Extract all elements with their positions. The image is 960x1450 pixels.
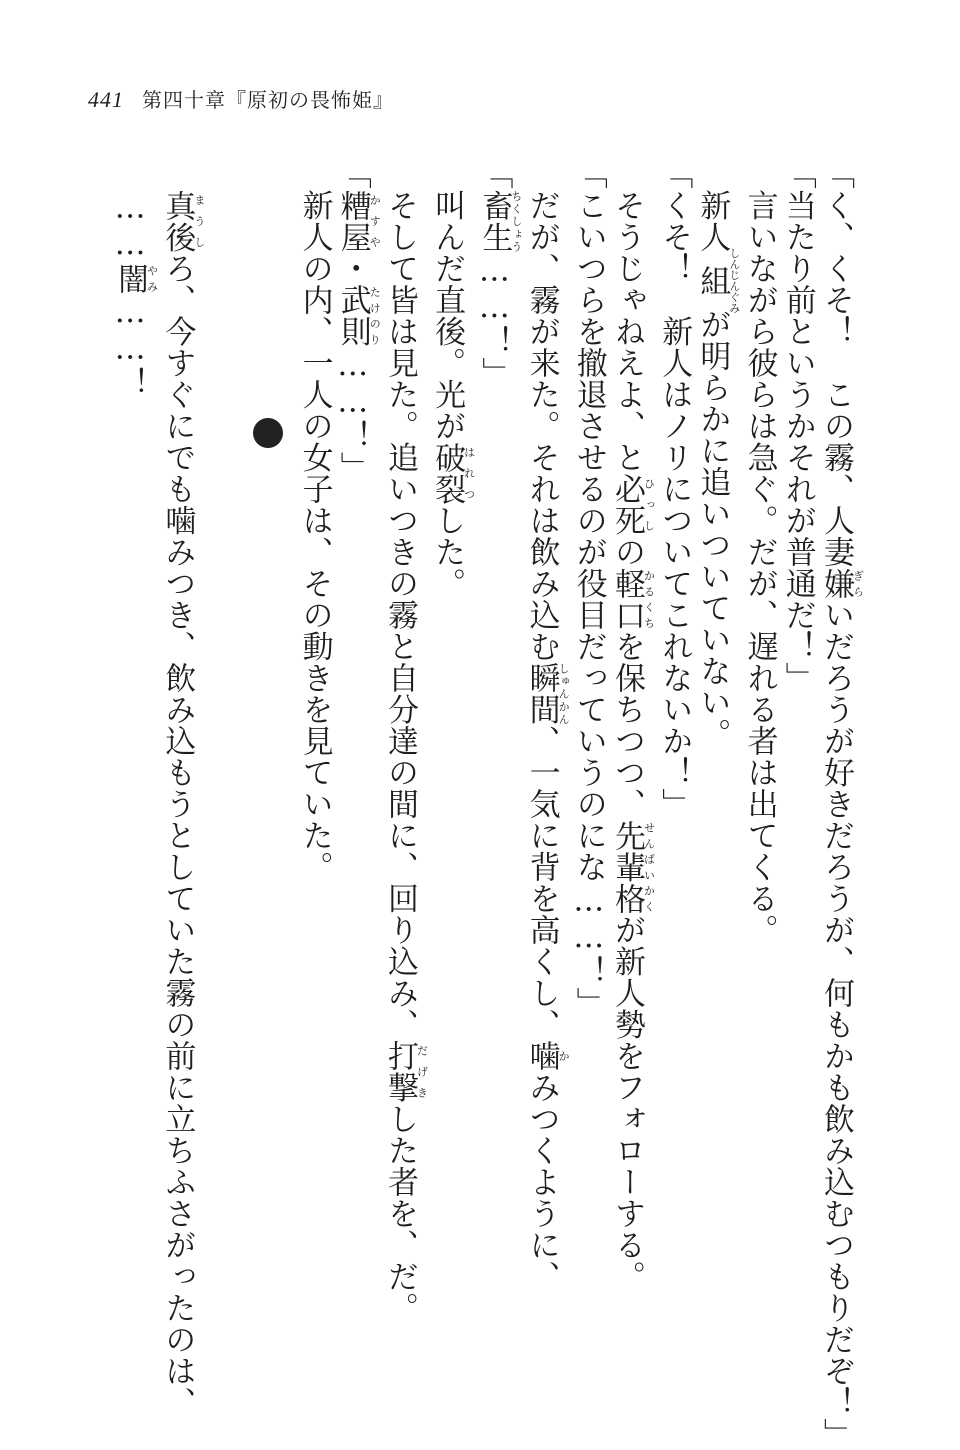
ruby-base: 組 [694, 247, 731, 314]
text-line [428, 158, 475, 1288]
ruby-reading: はれつ [462, 441, 476, 505]
vertical-body-text [111, 158, 865, 1450]
text-segment: 新人 [694, 189, 731, 253]
ruby-base: 噛 [523, 1040, 560, 1072]
ruby-reading: せんぱいかく [642, 819, 656, 914]
ruby-word [694, 247, 741, 314]
text-line [475, 158, 522, 1288]
page-number: 441 [88, 87, 124, 112]
ruby-base: 闇 [112, 262, 149, 294]
ruby-reading: やみ [145, 262, 159, 294]
ruby-base: 真後 [159, 189, 196, 253]
ruby-word [476, 189, 523, 253]
ruby-word [381, 1040, 429, 1103]
ruby-word [429, 441, 476, 505]
ruby-base: 瞬間 [523, 662, 560, 725]
text-segment: ……！」 [476, 252, 513, 389]
ruby-base: 畜生 [476, 189, 513, 253]
text-segment: ……！ [112, 294, 149, 399]
text-line [295, 158, 333, 1288]
text-segment: ろ、今すぐにでも噛みつき、飲み込もうとしていた霧の前に立ちふさがったのは、 [159, 252, 196, 1418]
ruby-base: 必死 [608, 473, 645, 536]
text-segment: した。 [429, 504, 466, 599]
ruby-reading: ぎら [851, 567, 865, 599]
text-segment: 「 [334, 158, 371, 190]
ruby-word [112, 262, 159, 295]
text-segment: が新人勢をフォローする。 [608, 914, 645, 1292]
text-line [779, 158, 817, 1288]
text-segment: 「く、くそ！ この霧、人妻 [818, 158, 854, 568]
ruby-reading: かすや [368, 189, 382, 253]
text-segment: そうじゃねえよ、と [608, 189, 645, 473]
text-line [158, 158, 206, 1418]
ruby-reading: ちくしょう [509, 189, 523, 253]
ruby-base: 糟屋 [334, 189, 371, 253]
ruby-word [608, 567, 656, 631]
text-segment: みつくように、 [523, 1071, 560, 1292]
text-line [817, 158, 865, 1450]
ruby-base: 武則 [334, 284, 371, 347]
ruby-reading: だげき [415, 1040, 429, 1103]
ruby-reading: かるくち [642, 567, 656, 631]
ruby-base: 軽口 [608, 567, 645, 631]
ruby-word [334, 189, 382, 253]
scene-break-mark [253, 418, 283, 448]
running-header [88, 84, 394, 113]
ruby-reading: ひっし [642, 473, 656, 536]
ruby-base: 打撃 [381, 1040, 418, 1103]
text-line [570, 158, 608, 1288]
text-segment: 叫んだ直後。光が [429, 189, 466, 442]
text-segment: ……！」 [334, 347, 371, 483]
text-segment: を保ちつつ、 [608, 630, 645, 820]
ruby-word [159, 189, 206, 253]
ruby-base: 先輩格 [608, 819, 645, 914]
text-segment: …… [112, 189, 149, 263]
text-segment: ・ [334, 252, 371, 284]
text-segment: が明らかに追いついていない。 [694, 308, 731, 750]
text-line [608, 158, 656, 1292]
ruby-word [608, 819, 656, 915]
ruby-reading: まうし [192, 189, 206, 253]
ruby-base: 嫌 [818, 567, 854, 599]
text-line [655, 158, 693, 1288]
ruby-word [523, 1040, 571, 1072]
ruby-reading: しんじんぐみ [727, 247, 741, 314]
text-segment: 「こいつらを撤退させるのが役目だっていうのにな……！」 [570, 158, 607, 1019]
text-segment: 新人の内、一人の女子は、その動きを見ていた。 [296, 189, 333, 883]
text-line [522, 158, 571, 1292]
text-segment: そして皆は見た。追いつきの霧と自分達の間に、回り込み、 [381, 189, 418, 1040]
text-segment: 、一気に背を高くし、 [523, 725, 560, 1040]
ruby-word [523, 662, 571, 725]
chapter-title: 第四十章『原初の畏怖姫』 [142, 88, 394, 112]
ruby-reading: しゅんかん [557, 662, 571, 725]
text-line [740, 158, 778, 1288]
text-segment: だが、霧が来た。それは飲み込む [523, 189, 560, 662]
text-line [111, 158, 158, 1288]
ruby-word [334, 284, 382, 347]
ruby-reading: か [557, 1040, 571, 1072]
text-line [334, 158, 381, 1288]
ruby-word [818, 567, 865, 600]
ruby-word [608, 473, 656, 536]
text-segment: 「当たり前というかそれが普通だ！」 [779, 158, 816, 694]
text-line [381, 158, 429, 1324]
text-segment: した者を、だ。 [381, 1103, 418, 1324]
text-line [693, 158, 740, 1288]
text-segment: 言いながら彼らは急ぐ。だが、遅れる者は出てくる。 [741, 189, 778, 946]
text-segment: 「くそ！ 新人はノリについてこれないか！」 [656, 158, 693, 820]
ruby-reading: たけのり [368, 284, 382, 347]
text-segment: の [608, 536, 645, 568]
ruby-base: 破裂 [429, 441, 466, 505]
text-segment: 「 [476, 158, 513, 190]
text-segment: いだろうが好きだろうが、何もかも飲み込むつもりだぞ！」 [818, 599, 854, 1450]
